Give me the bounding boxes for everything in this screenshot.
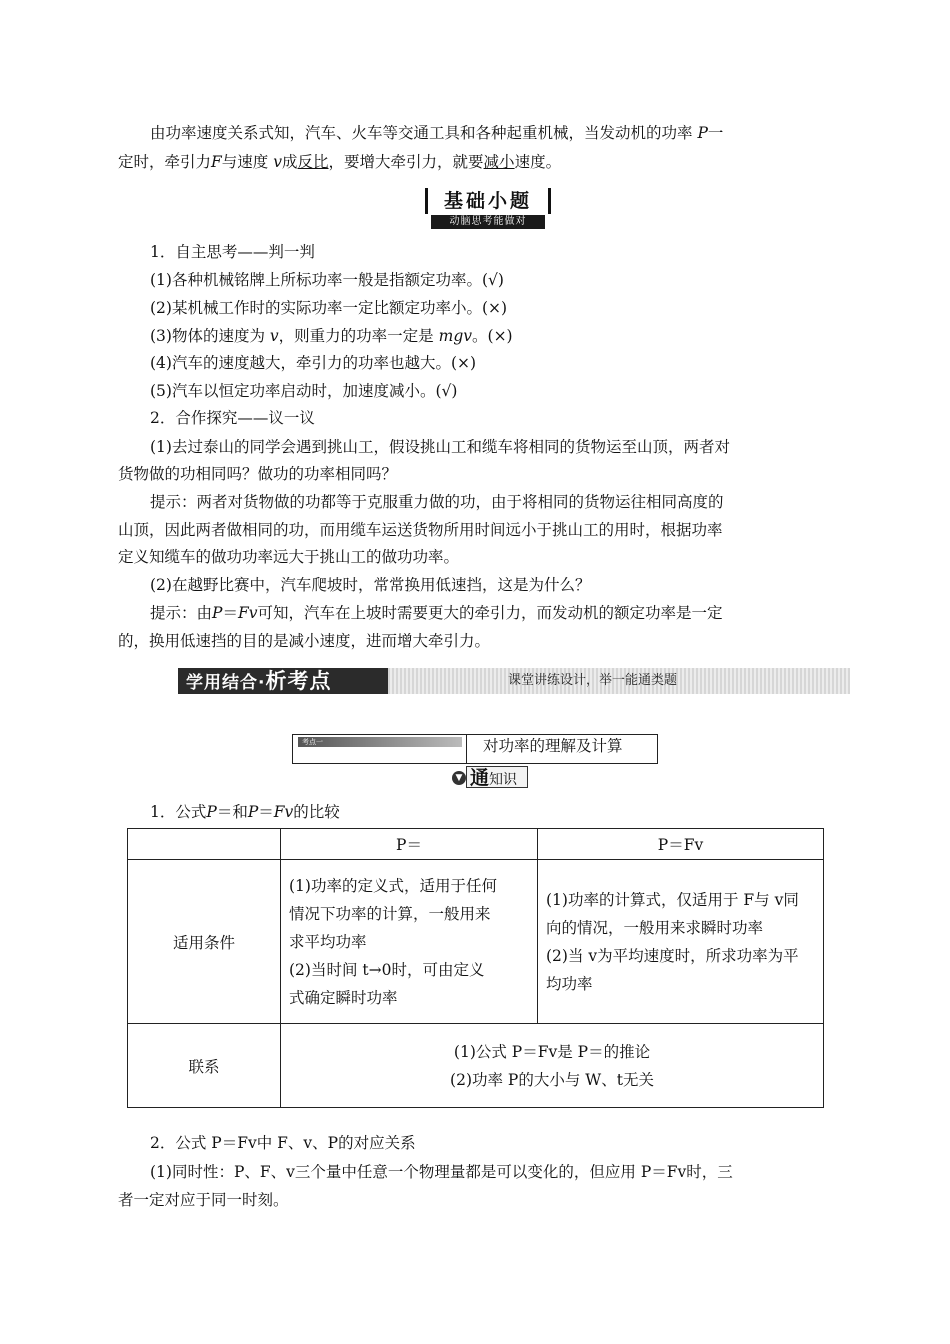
relation-line-2: 者一定对应于同一时刻。 bbox=[118, 1191, 289, 1209]
cell-relation: (1)公式 P＝Fv是 P＝的推论 (2)功率 P的大小与 W、t无关 bbox=[281, 1024, 824, 1108]
cell-definition-conditions: (1)功率的定义式，适用于任何 情况下功率的计算，一般用来 求平均功率 (2)当时间 t→0时，可由定义 式确定瞬时功率 bbox=[281, 860, 538, 1024]
coop-question-1-line-1: (1)去过泰山的同学会遇到挑山工，假设挑山工和缆车将相同的货物运至山顶，两者对 bbox=[150, 438, 730, 456]
formula-comparison-table bbox=[127, 828, 824, 1108]
cell-fv-conditions: (1)功率的计算式，仅适用于 F与 v同 向的情况，一般用来求瞬时功率 (2)当 v为平均速度时，所求功率为平 均功率 bbox=[538, 860, 824, 1024]
coop-question-2: (2)在越野比赛中，汽车爬坡时，常常换用低速挡，这是为什么？ bbox=[150, 576, 591, 594]
judge-item-2: (2)某机械工作时的实际功率一定比额定功率小。(×) bbox=[150, 299, 508, 317]
banner-title: 基础小题 bbox=[425, 188, 551, 214]
intro-line-1: 由功率速度关系式知，汽车、火车等交通工具和各种起重机械，当发动机的功率 P一 bbox=[150, 124, 724, 142]
judge-item-4: (4)汽车的速度越大，牵引力的功率也越大。(×) bbox=[150, 354, 477, 372]
banner-analysis-title: 学用结合·析考点 bbox=[178, 668, 388, 694]
coop-question-1-line-2: 货物做的功相同吗？做功的功率相同吗？ bbox=[118, 465, 398, 483]
judge-item-1: (1)各种机械铭牌上所标功率一般是指额定功率。(√) bbox=[150, 271, 504, 289]
section-banner-analysis bbox=[178, 668, 850, 694]
knowledge-badge-label: 通知识 bbox=[466, 766, 528, 788]
judge-item-5: (5)汽车以恒定功率启动时，加速度减小。(√) bbox=[150, 382, 458, 400]
relation-line-1: (1)同时性：P、F、v三个量中任意一个物理量都是可以变化的，但应用 P＝Fv时，三 bbox=[150, 1163, 733, 1181]
topic-divider bbox=[466, 735, 467, 763]
self-think-heading: 1．自主思考——判一判 bbox=[150, 243, 315, 261]
banner-subtitle: 动脑思考能做对 bbox=[431, 215, 545, 229]
topic-tag: 考点一 bbox=[298, 737, 462, 747]
topic-box bbox=[292, 734, 658, 764]
relation-heading: 2．公式 P＝Fv中 F、v、P的对应关系 bbox=[150, 1134, 416, 1152]
table-row bbox=[128, 860, 824, 1024]
row-label-conditions: 适用条件 bbox=[128, 860, 281, 1024]
coop-answer-2-line-2: 的，换用低速挡的目的是减小速度，进而增大牵引力。 bbox=[118, 632, 491, 650]
coop-heading: 2．合作探究——议一议 bbox=[150, 409, 315, 427]
table-header-fv: P＝Fv bbox=[538, 829, 824, 860]
knowledge-badge bbox=[452, 766, 530, 790]
table-header-definition: P＝ bbox=[281, 829, 538, 860]
judge-item-3: (3)物体的速度为 v，则重力的功率一定是 mgv。(×) bbox=[150, 327, 513, 345]
section-banner-basic bbox=[425, 188, 551, 230]
banner-analysis-subtitle: 课堂讲练设计，举一能通类题 bbox=[388, 668, 850, 694]
table-header-empty bbox=[128, 829, 281, 860]
coop-answer-1-line-3: 定义知缆车的做功功率远大于挑山工的做功功率。 bbox=[118, 548, 460, 566]
triangle-down-icon: ▼ bbox=[452, 771, 466, 785]
intro-line-2: 定时，牵引力F与速度 v成反比，要增大牵引力，就要减小速度。 bbox=[118, 153, 562, 171]
coop-answer-1-line-1: 提示：两者对货物做的功都等于克服重力做的功，由于将相同的货物运往相同高度的 bbox=[150, 493, 724, 511]
topic-title: 对功率的理解及计算 bbox=[483, 737, 623, 755]
coop-answer-1-line-2: 山顶，因此两者做相同的功，而用缆车运送货物所用时间远小于挑山工的用时，根据功率 bbox=[118, 521, 723, 539]
table-row bbox=[128, 1024, 824, 1108]
formula-compare-heading: 1．公式P＝和P＝Fv的比较 bbox=[150, 803, 340, 821]
coop-answer-2-line-1: 提示：由P＝Fv可知，汽车在上坡时需要更大的牵引力，而发动机的额定功率是一定 bbox=[150, 604, 723, 622]
table-header-row bbox=[128, 829, 824, 860]
row-label-relation: 联系 bbox=[128, 1024, 281, 1108]
